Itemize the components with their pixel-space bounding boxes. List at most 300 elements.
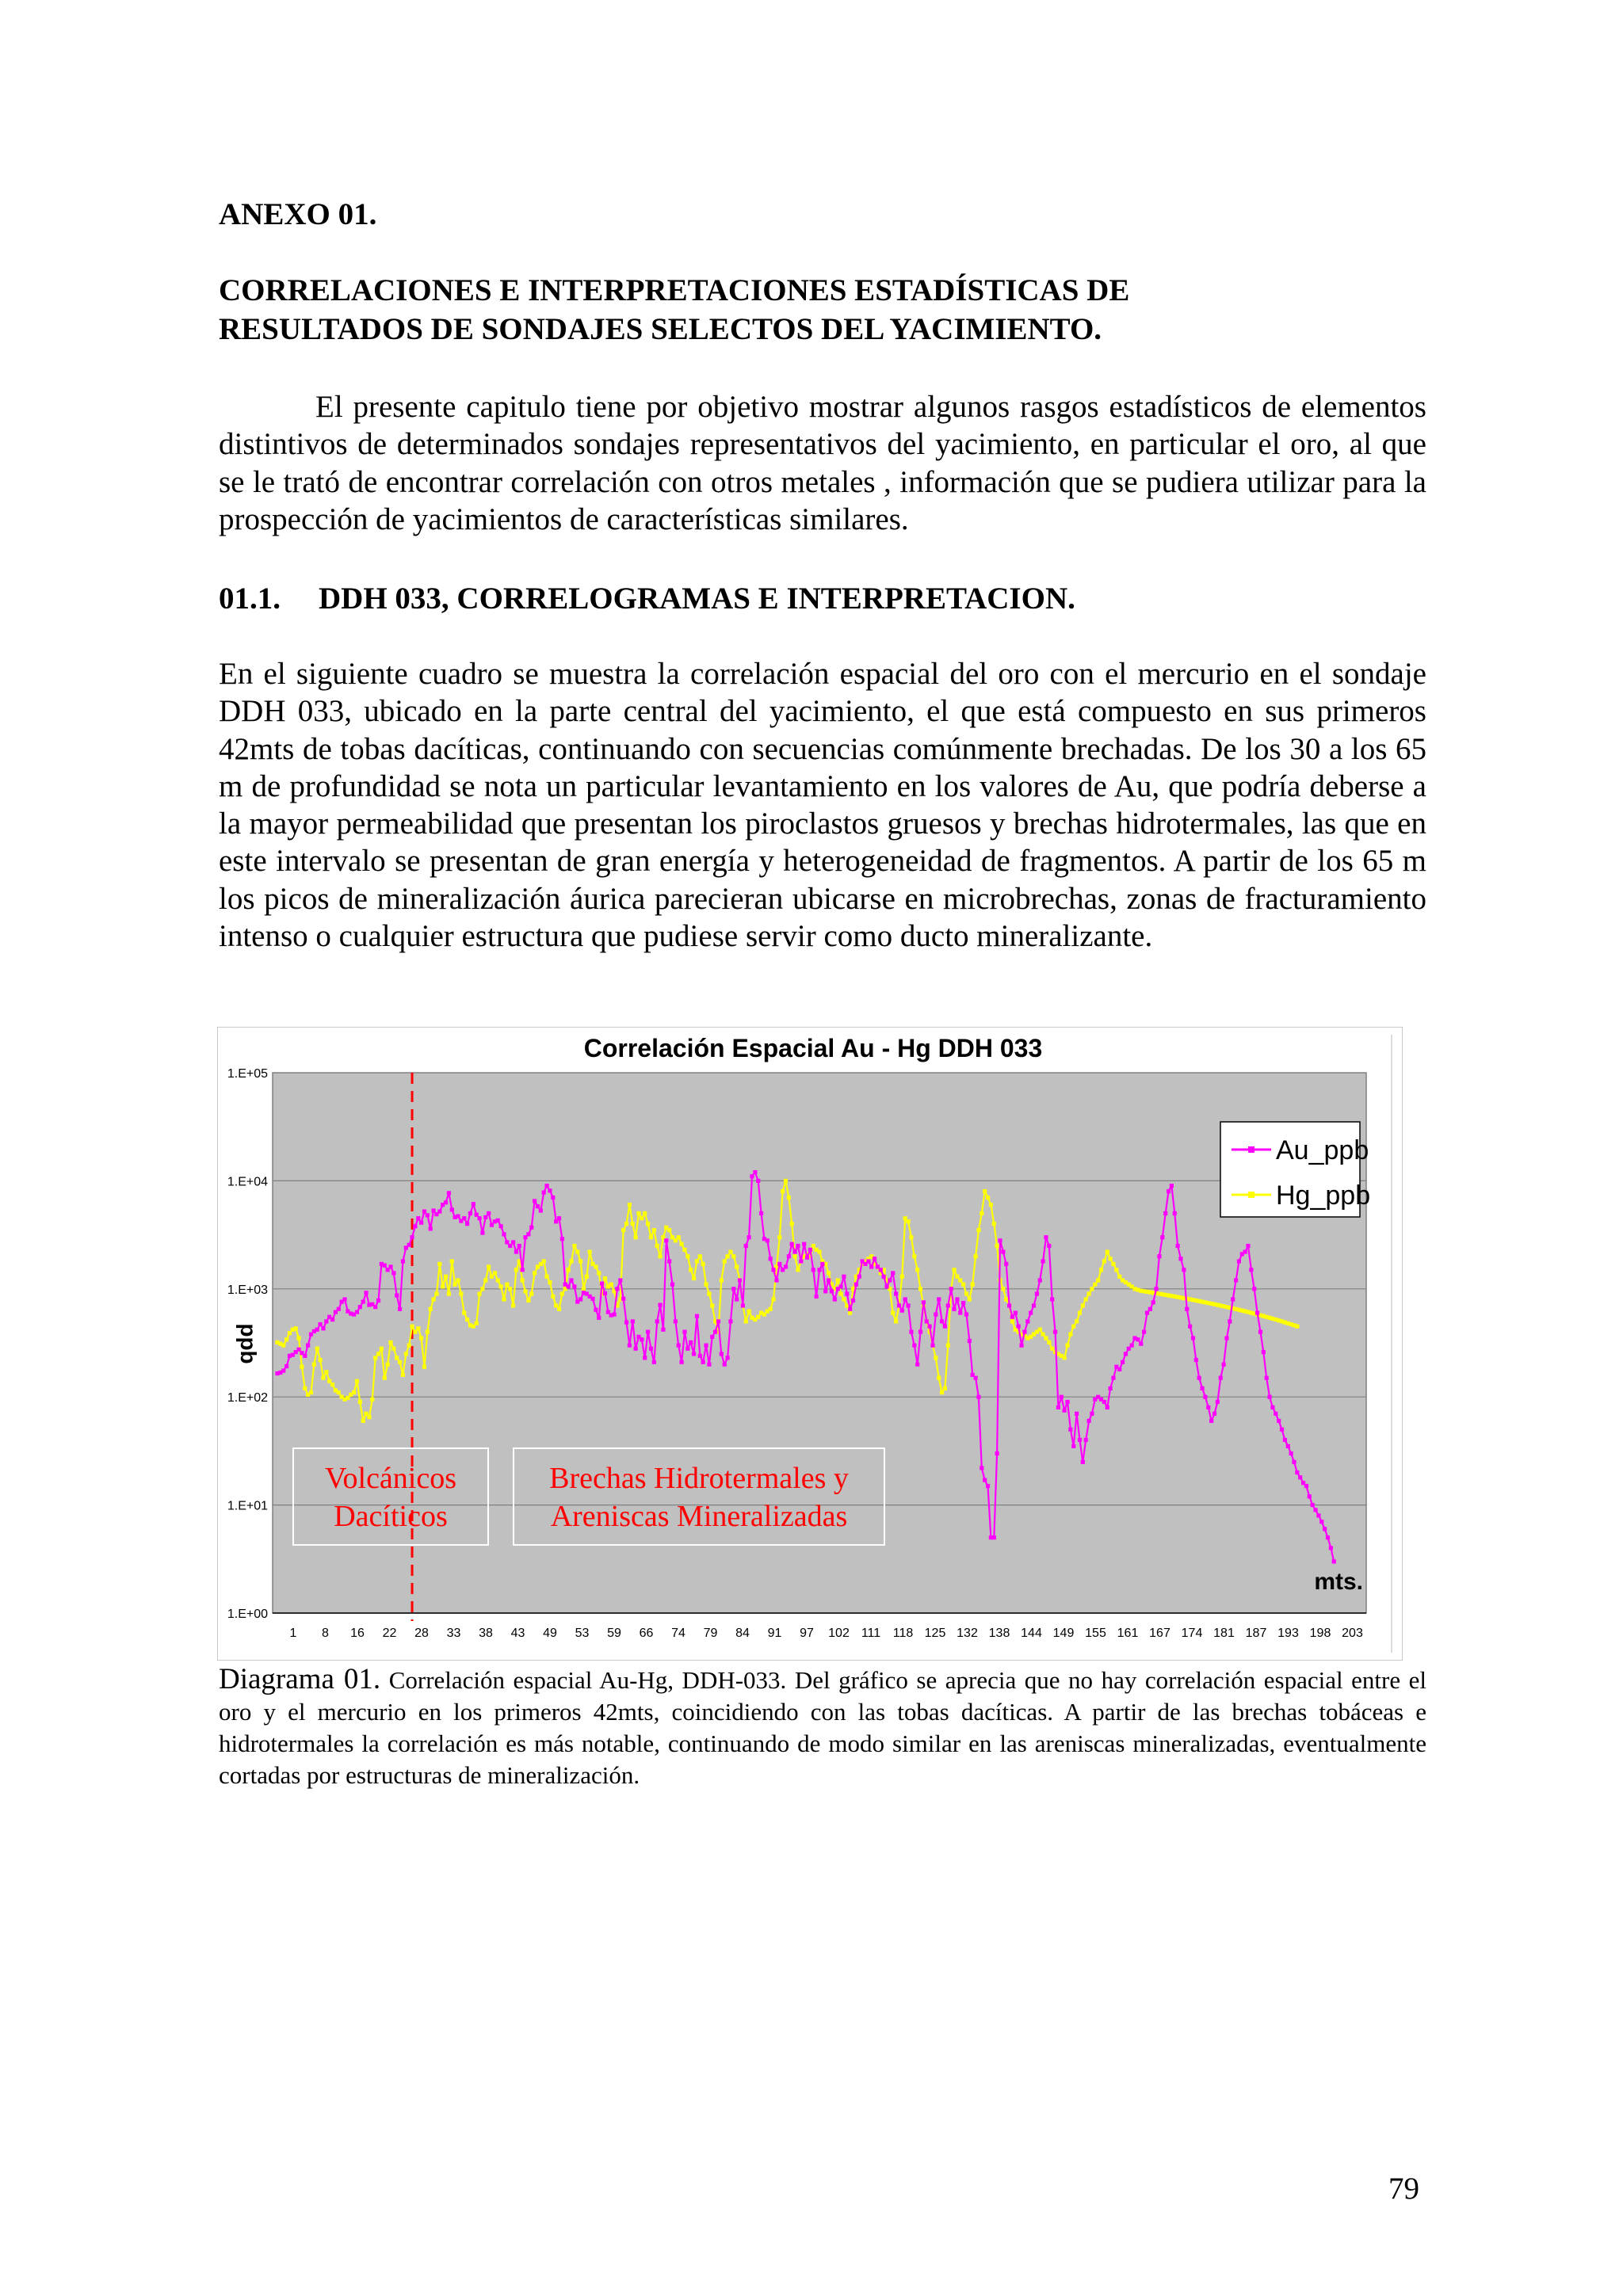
- au-ppb-point: [618, 1278, 622, 1282]
- hg-ppb-point: [784, 1179, 788, 1183]
- au-ppb-point: [1191, 1336, 1195, 1340]
- hg-ppb-point: [609, 1283, 613, 1287]
- au-ppb-point: [747, 1235, 751, 1239]
- hg-ppb-point: [952, 1268, 956, 1272]
- au-ppb-point: [1267, 1395, 1271, 1399]
- hg-ppb-point: [787, 1196, 791, 1199]
- legend-label-hg: Hg_ppb: [1276, 1180, 1371, 1211]
- x-tick-label: 38: [479, 1627, 493, 1640]
- au-ppb-point: [483, 1215, 487, 1219]
- au-ppb-point: [689, 1341, 693, 1344]
- hg-ppb-point: [677, 1235, 681, 1239]
- au-ppb-point: [995, 1451, 999, 1455]
- au-ppb-point: [946, 1303, 950, 1307]
- au-ppb-point: [928, 1325, 932, 1329]
- x-tick-label: 149: [1052, 1627, 1075, 1640]
- au-ppb-point: [1163, 1211, 1167, 1215]
- hg-ppb-point: [680, 1242, 684, 1246]
- x-tick-label: 97: [800, 1627, 814, 1640]
- au-ppb-point: [1019, 1344, 1023, 1348]
- au-ppb-point: [388, 1264, 392, 1268]
- x-tick-label: 174: [1181, 1627, 1203, 1640]
- au-ppb-point: [407, 1243, 411, 1247]
- correlation-chart: [217, 1027, 1403, 1661]
- au-ppb-point: [1086, 1419, 1090, 1423]
- hg-ppb-point: [1106, 1249, 1109, 1253]
- hg-ppb-point: [728, 1249, 732, 1253]
- au-ppb-point: [720, 1352, 724, 1356]
- hg-ppb-point: [836, 1278, 840, 1282]
- hg-ppb-point: [636, 1211, 640, 1215]
- au-ppb-point: [652, 1360, 656, 1364]
- x-tick-label: 125: [924, 1627, 946, 1640]
- hg-ppb-point: [986, 1196, 990, 1199]
- au-ppb-point: [792, 1249, 796, 1253]
- au-ppb-point: [1173, 1211, 1177, 1215]
- au-ppb-point: [526, 1232, 530, 1236]
- x-tick-label: 138: [988, 1627, 1010, 1640]
- x-tick-label: 161: [1117, 1627, 1139, 1640]
- hg-ppb-point: [695, 1259, 699, 1263]
- hg-ppb-point: [652, 1228, 656, 1232]
- annex-heading: ANEXO 01.: [219, 197, 377, 231]
- x-tick-label: 144: [1021, 1627, 1042, 1640]
- au-ppb-point: [766, 1238, 769, 1242]
- hg-ppb-point: [707, 1291, 711, 1295]
- hg-ppb-point: [426, 1329, 430, 1333]
- hg-ppb-point: [720, 1278, 724, 1282]
- au-ppb-point: [1185, 1307, 1189, 1311]
- hg-ppb-point: [315, 1347, 319, 1351]
- hg-ppb-point: [544, 1275, 548, 1279]
- hg-ppb-point: [499, 1284, 503, 1288]
- au-ppb-point: [634, 1347, 638, 1351]
- hg-ppb-point: [980, 1211, 983, 1215]
- au-ppb-point: [1219, 1376, 1223, 1380]
- hg-ppb-point: [777, 1235, 781, 1239]
- au-ppb-point: [533, 1199, 537, 1203]
- au-ppb-point: [1022, 1329, 1026, 1333]
- au-ppb-point: [934, 1312, 938, 1316]
- hg-ppb-point: [685, 1254, 689, 1258]
- au-ppb-point: [472, 1202, 475, 1206]
- hg-ppb-point: [1295, 1325, 1299, 1329]
- hg-ppb-point: [906, 1219, 910, 1223]
- au-ppb-point: [949, 1287, 953, 1291]
- hg-ppb-point: [1038, 1328, 1042, 1332]
- au-ppb-point: [1032, 1303, 1036, 1307]
- au-ppb-point: [827, 1278, 831, 1282]
- hg-ppb-point: [1117, 1275, 1121, 1279]
- au-ppb-point: [355, 1310, 359, 1314]
- x-tick-label: 1: [289, 1627, 297, 1640]
- hg-ppb-point: [891, 1310, 895, 1314]
- au-ppb-point: [912, 1344, 916, 1348]
- au-ppb-point: [544, 1184, 548, 1188]
- au-ppb-point: [833, 1297, 837, 1301]
- x-tick-label: 53: [575, 1627, 590, 1640]
- au-ppb-point: [597, 1316, 601, 1320]
- au-ppb-point: [499, 1224, 503, 1228]
- au-ppb-point: [1010, 1315, 1014, 1319]
- au-ppb-point: [900, 1309, 904, 1313]
- hg-ppb-point: [579, 1259, 582, 1263]
- au-ppb-point: [1160, 1235, 1164, 1239]
- au-ppb-point: [615, 1287, 619, 1291]
- au-ppb-point: [1142, 1329, 1146, 1333]
- au-ppb-point: [909, 1329, 913, 1333]
- au-ppb-point: [869, 1264, 873, 1268]
- hg-ppb-point: [744, 1319, 748, 1323]
- hg-ppb-point: [1099, 1268, 1103, 1272]
- hg-ppb-point: [533, 1271, 537, 1275]
- hg-ppb-point: [725, 1254, 729, 1258]
- y-tick-label: 1.E+05: [227, 1067, 268, 1081]
- au-ppb-point: [395, 1293, 399, 1297]
- au-ppb-point: [303, 1354, 307, 1358]
- au-ppb-point: [1078, 1438, 1082, 1442]
- au-ppb-point: [1197, 1376, 1201, 1380]
- au-ppb-point: [521, 1268, 525, 1272]
- hg-ppb-point: [1010, 1319, 1014, 1323]
- au-ppb-point: [851, 1299, 855, 1302]
- au-ppb-point: [621, 1297, 625, 1301]
- hg-ppb-point: [437, 1262, 441, 1266]
- au-ppb-point: [1212, 1412, 1216, 1416]
- hg-ppb-point: [628, 1203, 632, 1207]
- hg-ppb-point: [1004, 1297, 1008, 1301]
- hg-ppb-point: [1044, 1336, 1048, 1340]
- x-tick-label: 181: [1213, 1627, 1235, 1640]
- au-ppb-point: [1136, 1337, 1140, 1341]
- au-ppb-point: [682, 1329, 686, 1333]
- au-ppb-point: [744, 1244, 748, 1248]
- hg-ppb-point: [358, 1400, 362, 1404]
- annex-title-line-1: CORRELACIONES E INTERPRETACIONES ESTADÍSTICAS DE: [219, 273, 1130, 307]
- au-ppb-point: [1311, 1503, 1315, 1507]
- hg-ppb-point: [300, 1365, 304, 1369]
- au-ppb-point: [508, 1244, 512, 1248]
- au-ppb-point: [1075, 1412, 1079, 1416]
- au-ppb-point: [1053, 1329, 1057, 1333]
- hg-ppb-point: [407, 1344, 411, 1348]
- au-ppb-point: [759, 1211, 763, 1215]
- hg-ppb-point: [419, 1336, 423, 1340]
- au-ppb-point: [738, 1278, 742, 1282]
- au-ppb-point: [787, 1254, 791, 1258]
- au-ppb-point: [321, 1326, 325, 1330]
- au-ppb-point: [1121, 1360, 1125, 1364]
- hg-ppb-point: [1063, 1356, 1067, 1360]
- au-ppb-point: [594, 1308, 598, 1312]
- hg-ppb-point: [634, 1235, 638, 1239]
- hg-ppb-point: [1041, 1333, 1045, 1337]
- au-ppb-point: [1071, 1444, 1075, 1448]
- hg-ppb-point: [416, 1326, 420, 1330]
- section-number: 01.1.: [219, 582, 281, 616]
- au-ppb-point: [511, 1240, 515, 1244]
- hg-ppb-point: [477, 1291, 481, 1295]
- au-ppb-point: [1313, 1508, 1317, 1512]
- hg-ppb-point: [312, 1363, 316, 1367]
- hg-ppb-point: [450, 1259, 454, 1263]
- au-ppb-point: [1111, 1376, 1115, 1380]
- au-ppb-point: [1246, 1244, 1250, 1248]
- hg-ppb-point: [955, 1275, 959, 1279]
- au-ppb-point: [1216, 1400, 1220, 1404]
- au-ppb-point: [560, 1237, 564, 1241]
- hg-ppb-point: [1090, 1287, 1094, 1291]
- y-tick-label: 1.E+03: [227, 1283, 268, 1297]
- hg-ppb-point: [294, 1326, 298, 1330]
- au-ppb-point: [539, 1208, 543, 1212]
- au-ppb-point: [820, 1262, 824, 1266]
- au-ppb-point: [1224, 1336, 1228, 1340]
- au-ppb-point: [952, 1307, 956, 1311]
- hg-ppb-point: [667, 1228, 671, 1232]
- hg-ppb-point: [968, 1297, 972, 1301]
- au-ppb-point: [1167, 1189, 1170, 1193]
- au-ppb-point: [1200, 1386, 1204, 1390]
- hg-ppb-point: [1071, 1325, 1075, 1329]
- au-ppb-point: [646, 1329, 650, 1333]
- au-ppb-point: [1289, 1451, 1293, 1455]
- au-ppb-point: [361, 1299, 365, 1303]
- hg-ppb-point: [631, 1222, 635, 1226]
- hg-ppb-point: [367, 1415, 371, 1419]
- hg-ppb-point: [603, 1276, 607, 1280]
- hg-ppb-point: [964, 1291, 968, 1295]
- au-ppb-point: [572, 1284, 576, 1288]
- au-ppb-point: [805, 1256, 809, 1260]
- x-tick-label: 22: [382, 1627, 397, 1640]
- x-tick-label: 118: [892, 1627, 914, 1640]
- au-ppb-point: [664, 1238, 668, 1242]
- au-ppb-point: [1203, 1395, 1207, 1399]
- au-ppb-point: [1148, 1307, 1152, 1311]
- hg-ppb-point: [373, 1356, 377, 1360]
- hg-ppb-point: [817, 1249, 821, 1253]
- au-ppb-point: [741, 1303, 745, 1307]
- x-tick-label: 79: [703, 1627, 718, 1640]
- au-ppb-point: [1304, 1484, 1308, 1488]
- x-tick-label: 28: [414, 1627, 429, 1640]
- hg-ppb-point: [281, 1344, 285, 1348]
- au-ppb-point: [1265, 1376, 1269, 1380]
- hg-ppb-point: [992, 1222, 996, 1226]
- au-ppb-point: [884, 1284, 888, 1288]
- au-ppb-point: [1280, 1428, 1284, 1432]
- y-tick-label: 1.E+02: [227, 1391, 268, 1405]
- au-ppb-point: [1068, 1428, 1072, 1432]
- au-ppb-point: [1243, 1249, 1247, 1253]
- au-ppb-point: [674, 1319, 678, 1323]
- hg-ppb-point: [523, 1289, 527, 1293]
- au-ppb-point: [548, 1188, 552, 1192]
- hg-ppb-point: [324, 1370, 328, 1374]
- au-ppb-point: [998, 1238, 1002, 1242]
- hg-ppb-point: [658, 1254, 662, 1258]
- au-ppb-point: [1050, 1297, 1054, 1301]
- au-ppb-point: [1231, 1297, 1235, 1301]
- hg-ppb-point: [838, 1291, 842, 1295]
- hg-ppb-point: [431, 1297, 435, 1301]
- hg-ppb-point: [689, 1268, 693, 1272]
- hg-ppb-point: [1111, 1262, 1115, 1266]
- hg-ppb-point: [508, 1287, 512, 1291]
- au-ppb-point: [429, 1226, 433, 1230]
- au-ppb-point: [692, 1352, 696, 1356]
- x-tick-label: 16: [350, 1627, 365, 1640]
- hg-ppb-point: [548, 1280, 552, 1284]
- x-tick-label: 193: [1277, 1627, 1299, 1640]
- au-ppb-point: [1234, 1278, 1238, 1282]
- hg-ppb-point: [747, 1310, 751, 1314]
- au-ppb-point: [667, 1259, 671, 1263]
- au-ppb-point: [1014, 1310, 1018, 1314]
- hg-ppb-point: [934, 1356, 938, 1360]
- au-ppb-point: [980, 1466, 983, 1470]
- au-ppb-point: [906, 1303, 910, 1307]
- au-ppb-point: [796, 1244, 800, 1248]
- au-ppb-point: [1025, 1319, 1029, 1323]
- legend: [1220, 1122, 1370, 1217]
- au-ppb-point: [882, 1275, 886, 1279]
- hg-ppb-point: [1109, 1257, 1113, 1261]
- hg-ppb-point: [410, 1325, 414, 1329]
- hg-ppb-point: [588, 1249, 592, 1253]
- x-tick-label: 111: [861, 1627, 881, 1640]
- au-ppb-point: [364, 1291, 368, 1295]
- hg-ppb-point: [790, 1222, 794, 1226]
- hg-ppb-point: [380, 1347, 384, 1351]
- au-ppb-point: [922, 1300, 926, 1304]
- annotation-line-2: Dacíticos: [334, 1500, 448, 1533]
- hg-ppb-point: [526, 1299, 530, 1302]
- au-ppb-point: [992, 1535, 996, 1539]
- au-ppb-point: [1182, 1268, 1186, 1272]
- hg-ppb-point: [521, 1278, 525, 1282]
- au-ppb-point: [769, 1257, 773, 1261]
- au-ppb-point: [1222, 1363, 1226, 1367]
- au-ppb-point: [1249, 1268, 1253, 1272]
- hg-ppb-point: [330, 1383, 334, 1386]
- hg-ppb-point: [483, 1278, 487, 1282]
- hg-ppb-point: [912, 1254, 916, 1258]
- au-ppb-point: [431, 1208, 435, 1212]
- au-ppb-point: [784, 1264, 788, 1268]
- au-ppb-point: [426, 1213, 430, 1217]
- hg-ppb-point: [812, 1244, 815, 1248]
- au-ppb-point: [373, 1305, 377, 1309]
- au-ppb-point: [1063, 1409, 1067, 1413]
- au-ppb-point: [281, 1368, 285, 1372]
- au-ppb-point: [1206, 1405, 1210, 1409]
- hg-ppb-point: [551, 1295, 555, 1299]
- au-ppb-point: [903, 1297, 907, 1301]
- hg-ppb-point: [1081, 1303, 1085, 1307]
- hg-ppb-point: [621, 1228, 625, 1232]
- au-ppb-point: [777, 1262, 781, 1266]
- au-ppb-point: [319, 1322, 323, 1326]
- au-ppb-point: [976, 1395, 980, 1399]
- au-ppb-point: [879, 1268, 883, 1272]
- hg-ppb-point: [1084, 1297, 1088, 1301]
- au-ppb-point: [937, 1297, 941, 1301]
- au-ppb-point: [358, 1305, 362, 1309]
- au-ppb-point: [465, 1222, 469, 1226]
- hg-ppb-point: [309, 1390, 313, 1394]
- au-ppb-point: [854, 1283, 858, 1287]
- hg-ppb-point: [1093, 1283, 1097, 1287]
- hg-ppb-point: [542, 1259, 546, 1263]
- au-ppb-point: [496, 1219, 500, 1222]
- au-ppb-point: [1044, 1235, 1048, 1239]
- au-ppb-point: [943, 1325, 947, 1329]
- au-ppb-point: [1237, 1259, 1241, 1263]
- hg-ppb-point: [698, 1254, 702, 1258]
- x-tick-label: 43: [510, 1627, 525, 1640]
- au-ppb-point: [968, 1339, 972, 1343]
- au-ppb-point: [1262, 1350, 1266, 1354]
- au-ppb-point: [1316, 1513, 1320, 1517]
- au-ppb-point: [603, 1291, 607, 1295]
- au-ppb-point: [1047, 1244, 1051, 1248]
- au-ppb-point: [505, 1240, 509, 1244]
- hg-ppb-point: [1078, 1310, 1082, 1314]
- hg-ppb-point: [682, 1248, 686, 1252]
- chart-title: Correlación Espacial Au - Hg DDH 033: [583, 1034, 1043, 1062]
- hg-ppb-point: [792, 1254, 796, 1258]
- hg-ppb-point: [370, 1398, 374, 1402]
- au-ppb-point: [1209, 1419, 1213, 1423]
- au-ppb-point: [661, 1328, 665, 1332]
- au-ppb-point: [713, 1329, 717, 1333]
- au-ppb-point: [628, 1344, 632, 1348]
- au-ppb-point: [897, 1303, 901, 1307]
- au-ppb-point: [649, 1347, 653, 1351]
- au-ppb-point: [710, 1335, 714, 1339]
- au-ppb-point: [444, 1200, 448, 1204]
- hg-ppb-point: [946, 1344, 950, 1348]
- hg-ppb-point: [575, 1249, 579, 1253]
- x-tick-label: 132: [957, 1627, 978, 1640]
- hg-ppb-point: [894, 1319, 898, 1323]
- figure-caption: [219, 1664, 1426, 1791]
- au-ppb-point: [416, 1216, 420, 1220]
- au-ppb-point: [925, 1319, 929, 1323]
- hg-ppb-point: [459, 1291, 463, 1295]
- au-ppb-point: [1283, 1438, 1287, 1442]
- intro-paragraph: El presente capitulo tiene por objetivo mostrar algunos rasgos estadísticos de elementos distintivos de determinados sondajes representativos del yacimiento, en particular el oro, al que se le trató de encontrar correlación con otros metales , información que se pudiera utilizar para la prospección de yacimientos de características similares.: [219, 390, 1426, 536]
- au-ppb-point: [808, 1248, 812, 1252]
- au-ppb-point: [1065, 1400, 1069, 1404]
- au-ppb-point: [1258, 1329, 1262, 1333]
- au-ppb-point: [342, 1297, 346, 1301]
- hg-ppb-point: [976, 1228, 980, 1232]
- hg-ppb-point: [624, 1222, 628, 1226]
- hg-ppb-point: [511, 1303, 515, 1307]
- au-ppb-point: [725, 1356, 729, 1360]
- au-ppb-point: [579, 1297, 582, 1301]
- au-ppb-point: [1001, 1249, 1005, 1253]
- au-ppb-point: [964, 1312, 968, 1316]
- au-ppb-point: [1326, 1535, 1330, 1539]
- hg-ppb-point: [995, 1244, 999, 1248]
- hg-ppb-point: [710, 1303, 714, 1307]
- x-axis-label: mts.: [1314, 1569, 1363, 1595]
- au-ppb-point: [631, 1319, 635, 1323]
